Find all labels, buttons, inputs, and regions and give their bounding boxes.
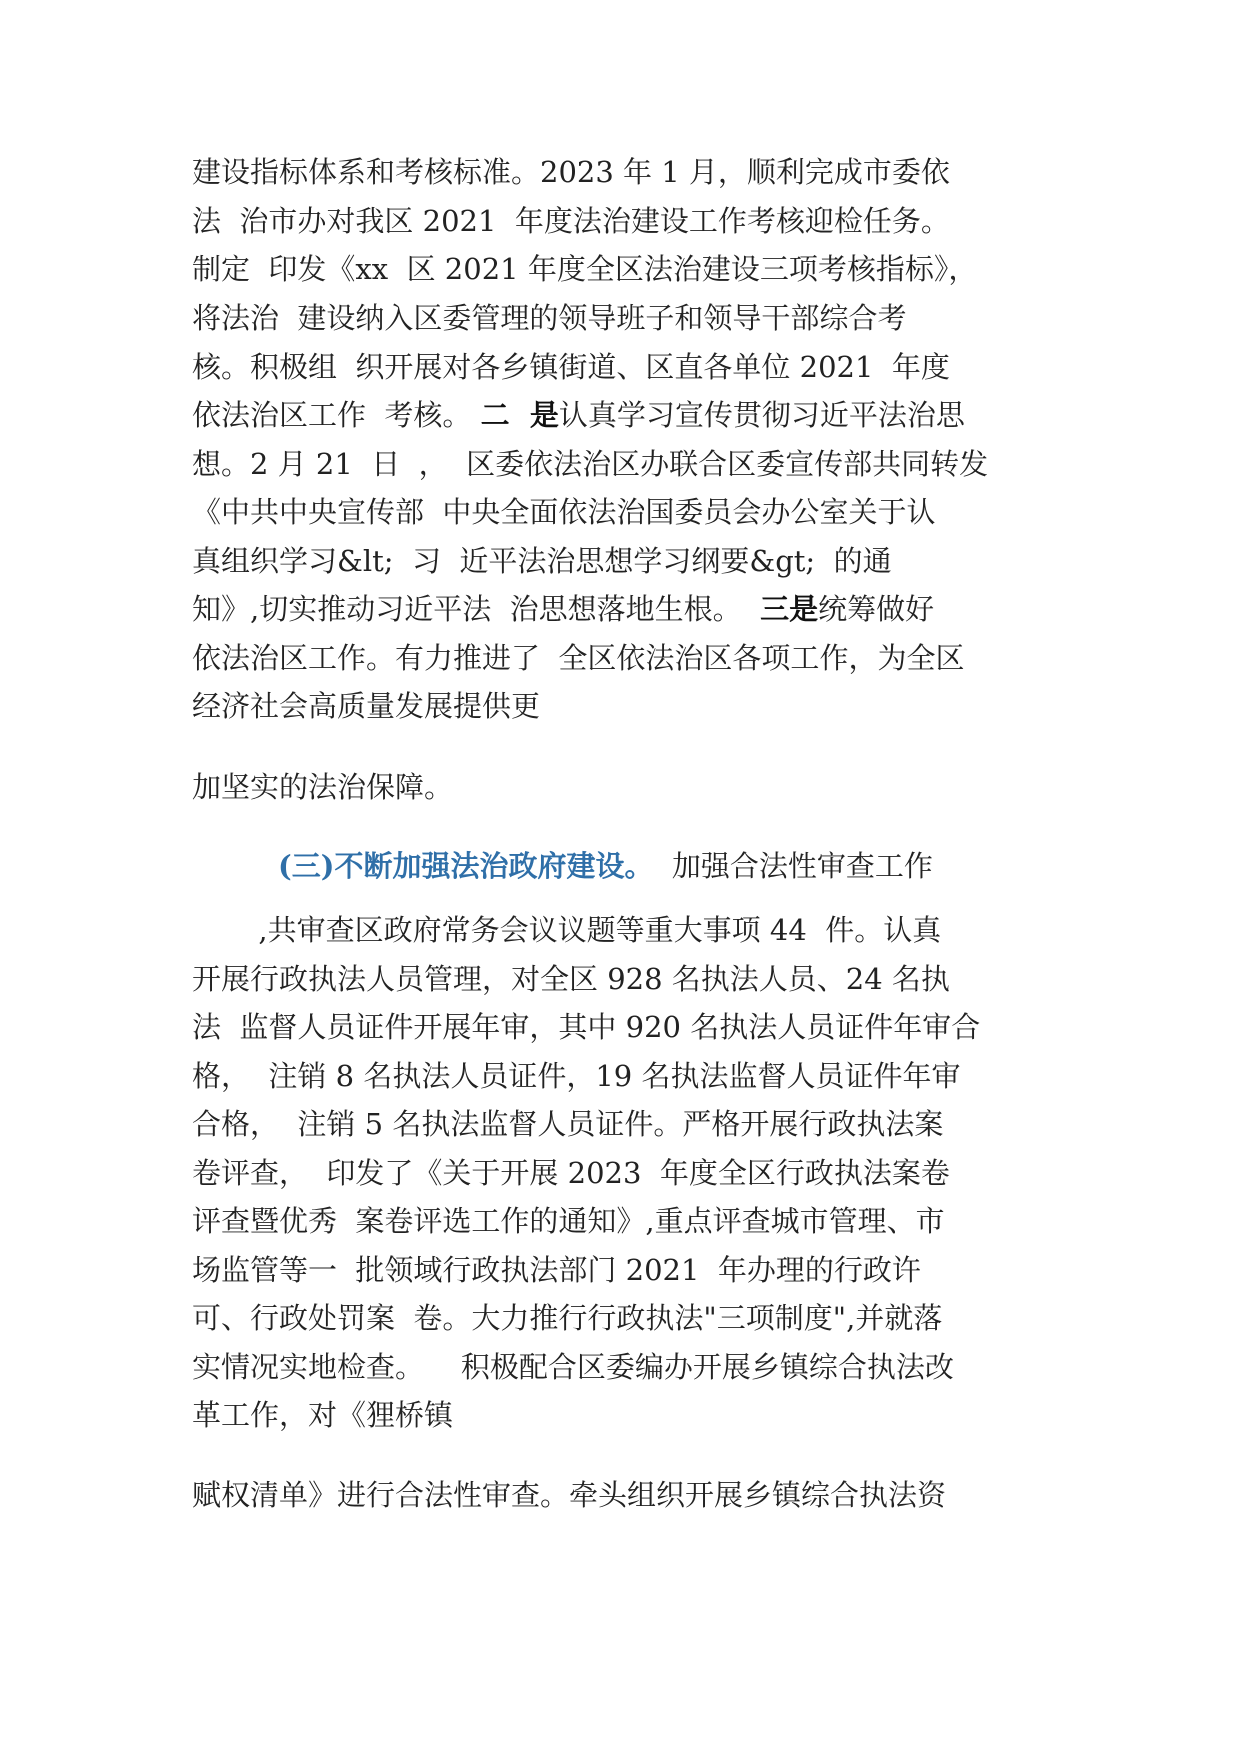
paragraph-line: 法 监督人员证件开展年审，其中 920 名执法人员证件年审合 xyxy=(192,1010,981,1044)
paragraph-line: 真组织学习&lt; 习 近平法治思想学习纲要&gt; 的通 xyxy=(192,544,892,578)
paragraph-line: 将法治 建设纳入区委管理的领导班子和领导干部综合考 xyxy=(192,301,907,335)
section-heading-title: (三)不断加强法治政府建设。 xyxy=(278,849,654,883)
paragraph-line: 可、行政处罚案 卷。大力推行行政执法"三项制度",并就落 xyxy=(192,1301,943,1335)
paragraph-line xyxy=(192,395,1062,435)
paragraph-text: 认真学习宣传贯彻习近平法治思 xyxy=(558,398,965,432)
paragraph-line: 场监管等一 批领域行政执法部门 2021 年办理的行政许 xyxy=(192,1253,921,1287)
section-heading xyxy=(278,846,1068,886)
section-heading-tail: 加强合法性审查工作 xyxy=(653,849,933,883)
paragraph-line: 卷评查， 印发了《关于开展 2023 年度全区行政执法案卷 xyxy=(192,1156,950,1190)
paragraph-line: 经济社会高质量发展提供更 xyxy=(192,689,541,723)
paragraph-line: 法 治市办对我区 2021 年度法治建设工作考核迎检任务。 xyxy=(192,204,950,238)
paragraph-line: 想。2 月 21 日 ， 区委依法治区办联合区委宣传部共同转发 xyxy=(192,447,989,481)
paragraph-line: 格， 注销 8 名执法人员证件，19 名执法监督人员证件年审 xyxy=(192,1059,961,1093)
paragraph-line: 评查暨优秀 案卷评选工作的通知》,重点评查城市管理、市 xyxy=(192,1204,945,1238)
emphasis-third: 三是 xyxy=(760,592,819,626)
paragraph-line: 赋权清单》进行合法性审查。牵头组织开展乡镇综合执法资 xyxy=(192,1478,947,1512)
paragraph-line: ,共审查区政府常务会议议题等重大事项 44 件。认真 xyxy=(240,913,942,947)
paragraph-line: 革工作，对《狸桥镇 xyxy=(192,1398,454,1432)
paragraph-text: 知》,切实推动习近平法 治思想落地生根。 xyxy=(192,592,761,626)
paragraph-line: 《中共中央宣传部 中央全面依法治国委员会办公室关于认 xyxy=(192,495,936,529)
paragraph-text: 统筹做好 xyxy=(818,592,935,626)
paragraph-line: 核。积极组 织开展对各乡镇街道、区直各单位 2021 年度 xyxy=(192,350,950,384)
paragraph-line: 加坚实的法治保障。 xyxy=(192,770,454,804)
paragraph-line: 开展行政执法人员管理，对全区 928 名执法人员、24 名执 xyxy=(192,962,950,996)
paragraph-line: 建设指标体系和考核标准。2023 年 1 月，顺利完成市委依 xyxy=(192,155,950,189)
paragraph-line: 依法治区工作。有力推进了 全区依法治区各项工作，为全区 xyxy=(192,641,965,675)
paragraph-line: 实情况实地检查。 积极配合区委编办开展乡镇综合执法改 xyxy=(192,1350,954,1384)
paragraph-text: 依法治区工作 考核。 xyxy=(192,398,481,432)
paragraph-line xyxy=(192,589,1062,629)
paragraph-line: 制定 印发《xx 区 2021 年度全区法治建设三项考核指标》， xyxy=(192,252,978,286)
paragraph-line: 合格， 注销 5 名执法监督人员证件。严格开展行政执法案 xyxy=(192,1107,944,1141)
emphasis-second: 二 是 xyxy=(480,398,559,432)
